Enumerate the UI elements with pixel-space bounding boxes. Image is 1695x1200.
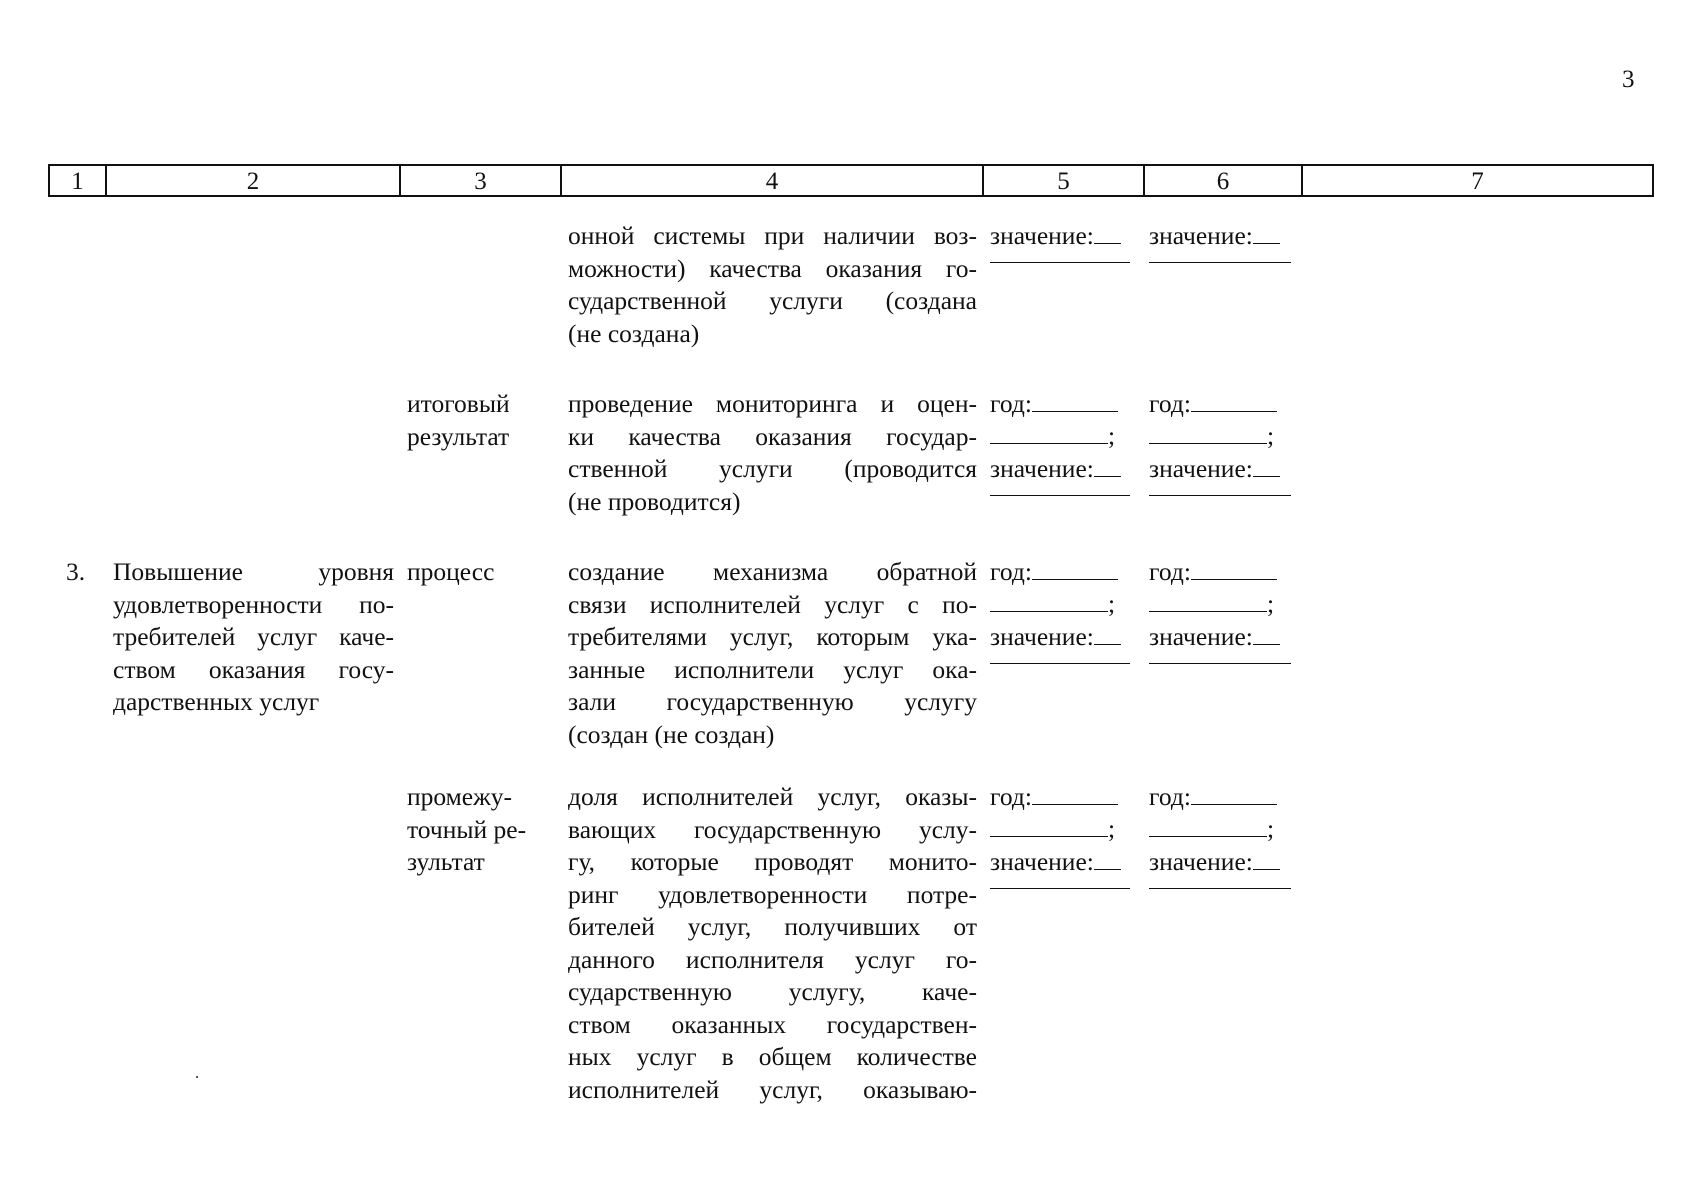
blank-line [1032, 557, 1118, 580]
block4-col6-year-value [1149, 813, 1274, 846]
text-line: требителями услуг, которым ука- [568, 622, 977, 651]
blank-line [1191, 389, 1277, 412]
value-label: значение: [1149, 847, 1253, 876]
blank-line [990, 262, 1130, 263]
header-col-3: 3 [401, 166, 562, 195]
semicolon: ; [1267, 589, 1275, 618]
header-col-1: 1 [50, 166, 107, 195]
block3-col5-year-value [990, 588, 1115, 621]
text-line: ных услуг в общем количестве [568, 1042, 977, 1071]
text-line: дарственных услуг [113, 687, 320, 716]
block2-col6-year-value [1149, 420, 1274, 453]
value-label: значение: [990, 454, 1094, 483]
page-number: 3 [1622, 66, 1635, 93]
text-line: ринг удовлетворенности потре- [568, 879, 977, 909]
text-line: занные исполнители услуг ока- [568, 654, 977, 684]
blank-line [1149, 421, 1267, 444]
text-line: (создан (не создан) [568, 719, 775, 749]
text-line: сударственной услуги (создана [568, 286, 977, 315]
text-line: онной системы при наличии воз- [568, 221, 977, 250]
block2-col6-year [1149, 388, 1277, 421]
blank-line [1149, 589, 1267, 612]
text-line: итоговый [407, 389, 510, 418]
block1-col5-value [990, 220, 1121, 253]
text-line: сударственную услугу, каче- [568, 977, 977, 1006]
header-col-5: 5 [984, 166, 1145, 195]
value-label: значение: [1149, 454, 1253, 483]
blank-line [1032, 782, 1118, 805]
value-label: значение: [990, 847, 1094, 876]
block1-description [568, 220, 977, 350]
year-label: год: [1149, 389, 1191, 418]
text-line: исполнителей услуг, оказываю- [568, 1074, 977, 1104]
blank-line [1094, 454, 1121, 477]
blank-line [990, 495, 1130, 496]
blank-line [990, 663, 1130, 664]
blank-line [1149, 262, 1291, 263]
blank-line [1253, 847, 1280, 870]
blank-line [1253, 622, 1280, 645]
year-label: год: [1149, 557, 1191, 586]
blank-line [990, 814, 1108, 837]
value-label: значение: [990, 221, 1094, 250]
block4-col5-value [990, 846, 1121, 879]
text-line: (не создана) [568, 318, 700, 348]
year-label: год: [990, 557, 1032, 586]
text-line: требителей услуг каче- [113, 622, 394, 651]
year-label: год: [1149, 782, 1191, 811]
blank-line [1149, 495, 1291, 496]
text-line: вающих государственную услу- [568, 814, 977, 844]
text-line: Повышение уровня [113, 557, 394, 586]
text-line: зультат [407, 847, 485, 876]
text-line: создание механизма обратной [568, 557, 977, 586]
block4-col5-year [990, 781, 1118, 814]
semicolon: ; [1108, 814, 1116, 843]
blank-line [1094, 622, 1121, 645]
text-line: (не проводится) [568, 486, 741, 516]
scan-speck [196, 1076, 198, 1078]
blank-line [1253, 454, 1280, 477]
block3-col6-year [1149, 556, 1277, 589]
block4-col5-year-value [990, 813, 1115, 846]
semicolon: ; [1267, 421, 1275, 450]
blank-line [1149, 888, 1291, 889]
blank-line [990, 421, 1108, 444]
block2-col5-year [990, 388, 1118, 421]
block1-col6-value [1149, 220, 1280, 253]
block3-description [568, 556, 977, 751]
item-number: 3. [66, 557, 86, 586]
block3-col5-year [990, 556, 1118, 589]
blank-line [1149, 663, 1291, 664]
text-line: результат [407, 421, 510, 451]
header-col-7: 7 [1471, 168, 1484, 195]
year-label: год: [990, 782, 1032, 811]
column-number-header [48, 164, 1654, 197]
block2-col6-value [1149, 453, 1280, 486]
value-label: значение: [1149, 622, 1253, 651]
block3-col6-year-value [1149, 588, 1274, 621]
block2-col5-year-value [990, 420, 1115, 453]
blank-line [1094, 847, 1121, 870]
blank-line [1094, 221, 1121, 244]
text-line: промежу- [407, 782, 512, 811]
text-line: зали государственную услугу [568, 687, 977, 716]
text-line: проведение мониторинга и оцен- [568, 389, 977, 418]
text-line: доля исполнителей услуг, оказы- [568, 782, 977, 811]
header-col-4: 4 [562, 166, 984, 195]
block4-description [568, 781, 977, 1106]
block4-col6-value [1149, 846, 1280, 879]
block4-col6-year [1149, 781, 1277, 814]
semicolon: ; [1108, 589, 1116, 618]
semicolon: ; [1267, 814, 1275, 843]
text-line: процесс [407, 557, 495, 586]
blank-line [1191, 782, 1277, 805]
block3-indicator-type [407, 556, 557, 589]
year-label: год: [990, 389, 1032, 418]
text-line: данного исполнителя услуг го- [568, 944, 977, 974]
value-label: значение: [990, 622, 1094, 651]
task-name [113, 556, 394, 719]
block2-description [568, 388, 977, 518]
text-line: связи исполнителей услуг с по- [568, 589, 977, 619]
semicolon: ; [1108, 421, 1116, 450]
text-line: удовлетворенности по- [113, 589, 394, 619]
block4-indicator-type [407, 781, 557, 879]
value-label: значение: [1149, 221, 1253, 250]
blank-line [1149, 814, 1267, 837]
text-line: можности) качества оказания го- [568, 253, 977, 283]
text-line: ки качества оказания государ- [568, 421, 977, 451]
blank-line [1253, 221, 1280, 244]
text-line: ством оказания госу- [113, 654, 394, 684]
text-line: гу, которые проводят монито- [568, 847, 977, 876]
block3-col5-value [990, 621, 1121, 654]
text-line: ством оказанных государствен- [568, 1009, 977, 1039]
blank-line [990, 888, 1130, 889]
blank-line [1191, 557, 1277, 580]
header-col-2: 2 [107, 166, 401, 195]
block3-col6-value [1149, 621, 1280, 654]
text-line: бителей услуг, получивших от [568, 912, 977, 941]
block2-indicator-type [407, 388, 557, 453]
text-line: точный ре- [407, 814, 527, 844]
block2-col5-value [990, 453, 1121, 486]
text-line: ственной услуги (проводится [568, 454, 977, 483]
blank-line [990, 589, 1108, 612]
blank-line [1032, 389, 1118, 412]
header-col-6: 6 [1145, 166, 1303, 195]
